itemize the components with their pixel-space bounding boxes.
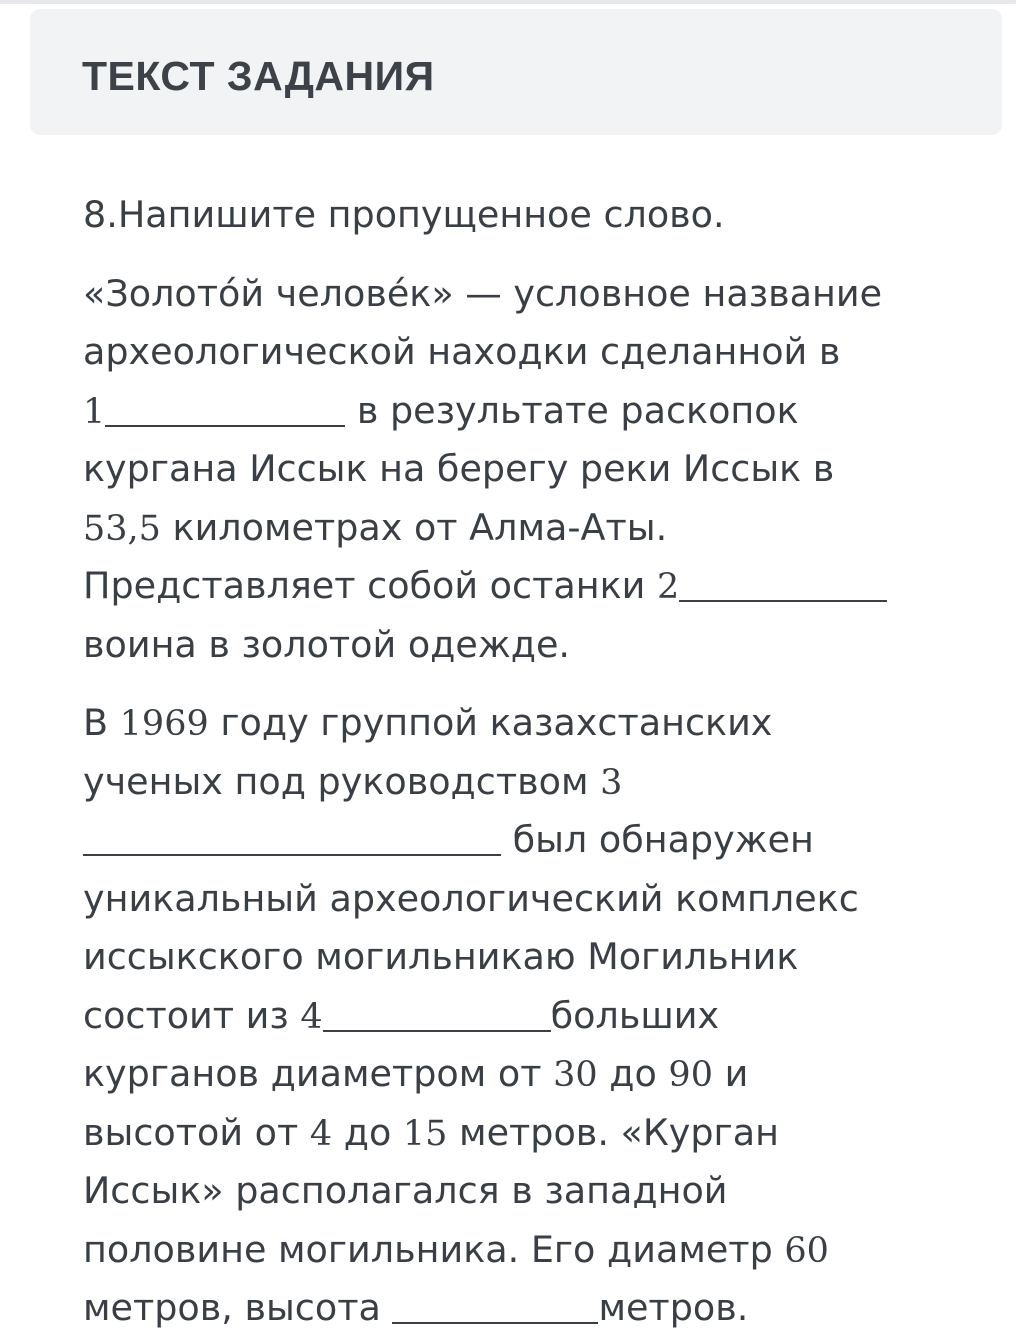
p2-line-8-a: высотой от <box>83 1110 310 1154</box>
p2-line-7-a: курганов диаметром от <box>83 1052 554 1095</box>
p2-line-6-text: состоит из <box>83 993 301 1037</box>
p2-line-11-a: метров, высота <box>83 1286 393 1329</box>
p1-line-6 <box>83 557 983 616</box>
p2-line-7-b: до <box>597 1052 669 1095</box>
p2-line-11-b: метров. <box>598 1286 749 1329</box>
year-number: 1969 <box>119 704 209 744</box>
p1-line-3 <box>83 382 983 441</box>
p1-line-3-text: в результате раскопок <box>345 388 799 432</box>
blank-number-1: 1 <box>83 391 106 432</box>
blank-number-2: 2 <box>656 567 680 607</box>
answer-blank-1 <box>105 389 345 427</box>
p2-line-1-a: В <box>83 701 120 744</box>
p1-line-4: кургана Иссык на берегу реки Иссык в <box>83 447 835 490</box>
p2-line-8 <box>83 1104 983 1163</box>
p2-line-2-text: ученых под руководством <box>83 759 601 803</box>
p2-line-7 <box>83 1045 983 1104</box>
header-title: ТЕКСТ ЗАДАНИЯ <box>82 53 435 99</box>
p1-line-1: «Золото́й челове́к» — условное название <box>83 271 883 315</box>
p2-line-1-b: году группой казахстанских <box>208 701 773 744</box>
p2-line-8-c: метров. «Курган <box>447 1110 779 1154</box>
p2-line-11 <box>83 1279 983 1338</box>
answer-blank-5 <box>392 1286 598 1324</box>
answer-blank-4 <box>323 994 551 1032</box>
answer-blank-3 <box>83 818 501 856</box>
p1-line-6-text: Представляет собой останки <box>83 564 657 607</box>
p2-line-4: уникальный археологический комплекс <box>83 876 859 920</box>
paragraph-1 <box>83 265 983 675</box>
p2-line-10-a: половине могильника. Его диаметр <box>83 1227 785 1271</box>
p2-line-1 <box>83 694 983 753</box>
p1-line-5 <box>83 499 983 558</box>
p2-line-3-text: был обнаружен <box>501 818 814 861</box>
p2-line-7-c: и <box>712 1052 749 1095</box>
p2-line-6-after: больших <box>550 993 720 1037</box>
p2-line-8-b: до <box>332 1110 403 1154</box>
blank-number-4: 4 <box>300 996 323 1037</box>
answer-blank-2 <box>679 564 887 602</box>
diameter-min-number: 30 <box>553 1055 598 1095</box>
p1-line-7: воина в золотой одежде. <box>83 622 571 666</box>
p2-line-2 <box>83 753 983 812</box>
p2-line-3 <box>83 811 983 870</box>
top-divider <box>0 0 1016 4</box>
p2-line-9: Иссык» располагался в западной <box>83 1169 728 1212</box>
p1-line-2: археологической находки сделанной в <box>83 330 841 373</box>
diameter-number: 60 <box>784 1230 829 1271</box>
task-header <box>30 9 1002 135</box>
height-max-number: 15 <box>402 1113 448 1154</box>
blank-number-3: 3 <box>600 762 623 803</box>
paragraph-2 <box>83 694 983 1338</box>
height-min-number: 4 <box>309 1113 333 1154</box>
p1-line-5-text: километрах от Алма-Аты. <box>160 505 668 549</box>
task-content <box>83 186 983 1338</box>
distance-number: 53,5 <box>83 508 161 549</box>
diameter-max-number: 90 <box>668 1055 713 1095</box>
task-heading: 8.Напишите пропущенное слово. <box>83 193 725 236</box>
p2-line-6 <box>83 987 983 1046</box>
p2-line-10 <box>83 1221 983 1280</box>
p2-line-5: иссыкского могильникаю Могильник <box>83 935 799 978</box>
